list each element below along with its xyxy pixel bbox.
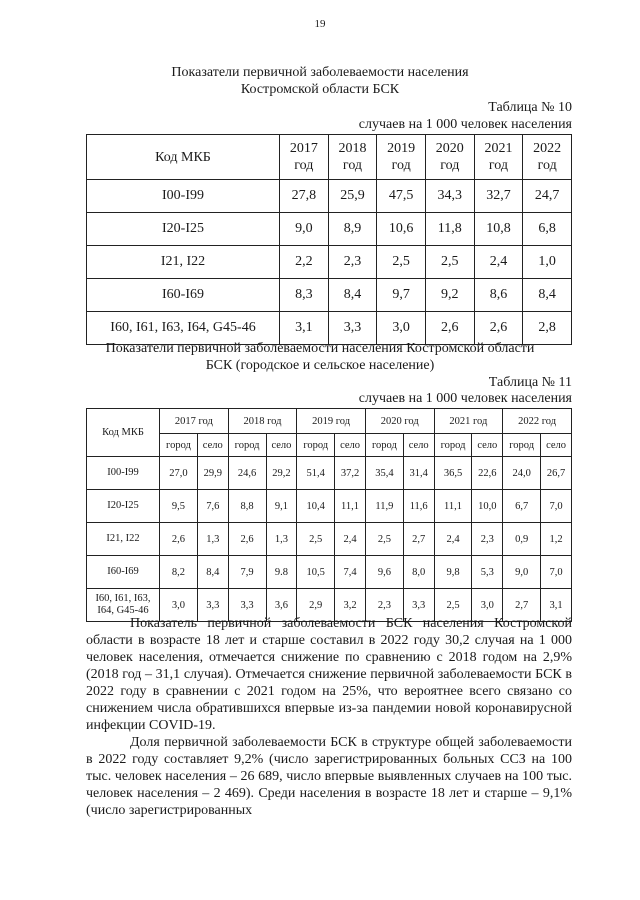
table10-value-cell: 2,6 xyxy=(425,312,474,345)
table11-value-cell: 2,5 xyxy=(434,589,472,622)
table10-value-cell: 8,9 xyxy=(328,213,377,246)
table-row xyxy=(87,279,572,312)
table10-value-cell: 8,3 xyxy=(280,279,329,312)
table10-code-cell: I21, I22 xyxy=(87,246,280,279)
year-number: 2022 xyxy=(533,141,562,156)
table11-value-cell: 2,5 xyxy=(297,523,335,556)
table10-value-cell: 11,8 xyxy=(425,213,474,246)
table11-value-cell: 6,7 xyxy=(503,490,541,523)
table10-code-cell: I60-I69 xyxy=(87,279,280,312)
table11-value-cell: 37,2 xyxy=(335,457,366,490)
table10-caption: Таблица № 10 xyxy=(488,100,572,115)
table11-value-cell: 2,4 xyxy=(335,523,366,556)
table10-value-cell: 2,5 xyxy=(425,246,474,279)
year-number: 2021 xyxy=(484,141,513,156)
table10-year-header xyxy=(425,135,474,180)
table11-value-cell: 9,8 xyxy=(434,556,472,589)
table11-code-cell: I00-I99 xyxy=(87,457,160,490)
table10-value-cell: 3,1 xyxy=(280,312,329,345)
table10-value-cell: 2,8 xyxy=(523,312,572,345)
table11-subheader-village: село xyxy=(403,434,434,457)
table11-value-cell: 11,9 xyxy=(365,490,403,523)
table10-value-cell: 32,7 xyxy=(474,180,523,213)
table11-value-cell: 3,0 xyxy=(472,589,503,622)
table11-value-cell: 3,6 xyxy=(266,589,297,622)
table10-value-cell: 8,4 xyxy=(328,279,377,312)
page-number: 19 xyxy=(314,18,326,30)
table11-value-cell: 0,9 xyxy=(503,523,541,556)
table11-subheader-village: село xyxy=(472,434,503,457)
table10-year-header xyxy=(377,135,426,180)
table11-value-cell: 8,0 xyxy=(403,556,434,589)
table10-year-header xyxy=(280,135,329,180)
table10-value-cell: 2,2 xyxy=(280,246,329,279)
table10-value-cell: 3,3 xyxy=(328,312,377,345)
table11-year-header: 2022 год xyxy=(503,409,572,434)
table10-value-cell: 24,7 xyxy=(523,180,572,213)
table10-value-cell: 2,5 xyxy=(377,246,426,279)
table11-value-cell: 24,0 xyxy=(503,457,541,490)
table10-value-cell: 9,0 xyxy=(280,213,329,246)
table10-code-cell: I60, I61, I63, I64, G45-46 xyxy=(87,312,280,345)
table11-value-cell: 35,4 xyxy=(365,457,403,490)
table11-year-header: 2020 год xyxy=(365,409,434,434)
table11-value-cell: 9,6 xyxy=(365,556,403,589)
table-11 xyxy=(86,408,572,622)
table11-value-cell: 3,0 xyxy=(160,589,198,622)
table10-value-cell: 27,8 xyxy=(280,180,329,213)
table11-value-cell: 51,4 xyxy=(297,457,335,490)
table-row xyxy=(87,523,572,556)
table10-value-cell: 47,5 xyxy=(377,180,426,213)
table11-value-cell: 9,5 xyxy=(160,490,198,523)
table10-code-cell: I20-I25 xyxy=(87,213,280,246)
paragraph: Доля первичной заболеваемости БСК в структуре общей заболеваемости в 2022 году составляет 9,2% (число зарегистрированных больных ССЗ на 100 тыс. человек населения – 26 689, число впервые выявленных случаев на 100 тыс. человек населения – 2 469). Среди населения в возрасте 18 лет и старше – 9,1% (число зарегистрированных xyxy=(86,735,572,818)
table11-subheader-city: город xyxy=(503,434,541,457)
year-word: год xyxy=(294,158,314,173)
table11-code-cell: I20-I25 xyxy=(87,490,160,523)
table11-value-cell: 7,0 xyxy=(541,490,572,523)
year-word: год xyxy=(440,158,460,173)
table11-value-cell: 7,0 xyxy=(541,556,572,589)
table11-value-cell: 29,2 xyxy=(266,457,297,490)
table11-value-cell: 22,6 xyxy=(472,457,503,490)
table11-value-cell: 1,3 xyxy=(197,523,228,556)
table11-value-cell: 8,8 xyxy=(228,490,266,523)
table10-value-cell: 3,0 xyxy=(377,312,426,345)
table-10 xyxy=(86,134,572,345)
table10-header-row xyxy=(87,135,572,180)
table11-year-header: 2021 год xyxy=(434,409,503,434)
year-word: год xyxy=(537,158,557,173)
table11-code-header: Код МКБ xyxy=(87,409,160,457)
table11-value-cell: 5,3 xyxy=(472,556,503,589)
table11-title-line2: БСК (городское и сельское население) xyxy=(205,358,435,373)
table11-subheader-village: село xyxy=(335,434,366,457)
table10-title-line1: Показатели первичной заболеваемости населения xyxy=(171,65,469,80)
table11-value-cell: 1,3 xyxy=(266,523,297,556)
table11-value-cell: 3,3 xyxy=(228,589,266,622)
table11-value-cell: 1,2 xyxy=(541,523,572,556)
table11-value-cell: 3,1 xyxy=(541,589,572,622)
year-number: 2017 xyxy=(289,141,318,156)
table11-subheader-village: село xyxy=(541,434,572,457)
table11-year-header: 2017 год xyxy=(160,409,229,434)
table10-units: случаев на 1 000 человек населения xyxy=(358,117,572,132)
table-row xyxy=(87,246,572,279)
table11-value-cell: 7,4 xyxy=(335,556,366,589)
table11-value-cell: 11,1 xyxy=(434,490,472,523)
table11-value-cell: 8,4 xyxy=(197,556,228,589)
table-row xyxy=(87,213,572,246)
table11-value-cell: 9,0 xyxy=(503,556,541,589)
table11-value-cell: 3,3 xyxy=(403,589,434,622)
table10-value-cell: 1,0 xyxy=(523,246,572,279)
table10-value-cell: 9,7 xyxy=(377,279,426,312)
table11-value-cell: 2,4 xyxy=(434,523,472,556)
table11-value-cell: 29,9 xyxy=(197,457,228,490)
table11-units: случаев на 1 000 человек населения xyxy=(358,391,572,406)
table10-code-header: Код МКБ xyxy=(87,135,280,180)
table11-value-cell: 10,0 xyxy=(472,490,503,523)
table11-value-cell: 2,3 xyxy=(472,523,503,556)
table11-value-cell: 31,4 xyxy=(403,457,434,490)
table11-year-header: 2019 год xyxy=(297,409,366,434)
table11-value-cell: 2,7 xyxy=(503,589,541,622)
table11-year-header: 2018 год xyxy=(228,409,297,434)
table11-value-cell: 3,3 xyxy=(197,589,228,622)
table11-subheader-row xyxy=(87,434,572,457)
table10-value-cell: 10,6 xyxy=(377,213,426,246)
table10-year-header xyxy=(328,135,377,180)
table11-subheader-city: город xyxy=(160,434,198,457)
table10-title-line2: Костромской области БСК xyxy=(240,82,400,97)
table11-value-cell: 2,7 xyxy=(403,523,434,556)
table10-value-cell: 34,3 xyxy=(425,180,474,213)
table11-code-cell: I60, I61, I63, I64, G45-46 xyxy=(87,589,160,622)
year-word: год xyxy=(391,158,411,173)
table11-subheader-city: город xyxy=(434,434,472,457)
table11-value-cell: 10,5 xyxy=(297,556,335,589)
table11-value-cell: 9,1 xyxy=(266,490,297,523)
table11-value-cell: 2,6 xyxy=(228,523,266,556)
year-word: год xyxy=(342,158,363,173)
table11-value-cell: 3,2 xyxy=(335,589,366,622)
table11-value-cell: 8,2 xyxy=(160,556,198,589)
table11-value-cell: 2,3 xyxy=(365,589,403,622)
table11-subheader-village: село xyxy=(266,434,297,457)
table11-title-line1: Показатели первичной заболеваемости населения Костромской области xyxy=(105,341,535,356)
table11-subheader-city: город xyxy=(228,434,266,457)
table10-value-cell: 2,3 xyxy=(328,246,377,279)
year-word: год xyxy=(488,158,509,173)
table10-value-cell: 9,2 xyxy=(425,279,474,312)
table11-value-cell: 11,1 xyxy=(335,490,366,523)
year-number: 2020 xyxy=(435,141,464,156)
table-row xyxy=(87,490,572,523)
table10-value-cell: 8,4 xyxy=(523,279,572,312)
table10-value-cell: 6,8 xyxy=(523,213,572,246)
table10-code-cell: I00-I99 xyxy=(87,180,280,213)
table-row xyxy=(87,457,572,490)
year-number: 2019 xyxy=(387,141,416,156)
table10-value-cell: 8,6 xyxy=(474,279,523,312)
table11-value-cell: 2,5 xyxy=(365,523,403,556)
table11-value-cell: 24,6 xyxy=(228,457,266,490)
table11-value-cell: 2,9 xyxy=(297,589,335,622)
table11-value-cell: 10,4 xyxy=(297,490,335,523)
table11-subheader-city: город xyxy=(365,434,403,457)
table11-value-cell: 7,6 xyxy=(197,490,228,523)
table11-code-cell: I21, I22 xyxy=(87,523,160,556)
table11-code-cell: I60-I69 xyxy=(87,556,160,589)
table11-subheader-city: город xyxy=(297,434,335,457)
table10-value-cell: 10,8 xyxy=(474,213,523,246)
table10-value-cell: 2,6 xyxy=(474,312,523,345)
table10-year-header xyxy=(474,135,523,180)
table11-value-cell: 36,5 xyxy=(434,457,472,490)
table11-value-cell: 26,7 xyxy=(541,457,572,490)
table11-value-cell: 27,0 xyxy=(160,457,198,490)
table11-value-cell: 11,6 xyxy=(403,490,434,523)
table11-header-row xyxy=(87,409,572,434)
table11-value-cell: 2,6 xyxy=(160,523,198,556)
table11-value-cell: 9.8 xyxy=(266,556,297,589)
body-text xyxy=(86,615,572,819)
table-row xyxy=(87,180,572,213)
table11-caption: Таблица № 11 xyxy=(488,375,572,390)
year-number: 2018 xyxy=(338,141,367,156)
table10-value-cell: 2,4 xyxy=(474,246,523,279)
paragraph: Показатель первичной заболеваемости БСК населения Костромской области в возрасте 18 лет и старше составил в 2022 году 30,2 случая на 1 000 человек населения, отмечается снижение по сравнению с 2018 годом на 2,9% (2018 год – 31,1 случая). Отмечается снижение первичной заболеваемости БСК в 2022 году в сравнении с 2021 годом на 25%, что вероятнее всего связано со снижением числа обратившихся впервые из-за пандемии новой коронавирусной инфекции COVID-19. xyxy=(86,616,572,733)
table10-year-header xyxy=(523,135,572,180)
table10-value-cell: 25,9 xyxy=(328,180,377,213)
table11-value-cell: 7,9 xyxy=(228,556,266,589)
table11-subheader-village: село xyxy=(197,434,228,457)
table-row xyxy=(87,556,572,589)
